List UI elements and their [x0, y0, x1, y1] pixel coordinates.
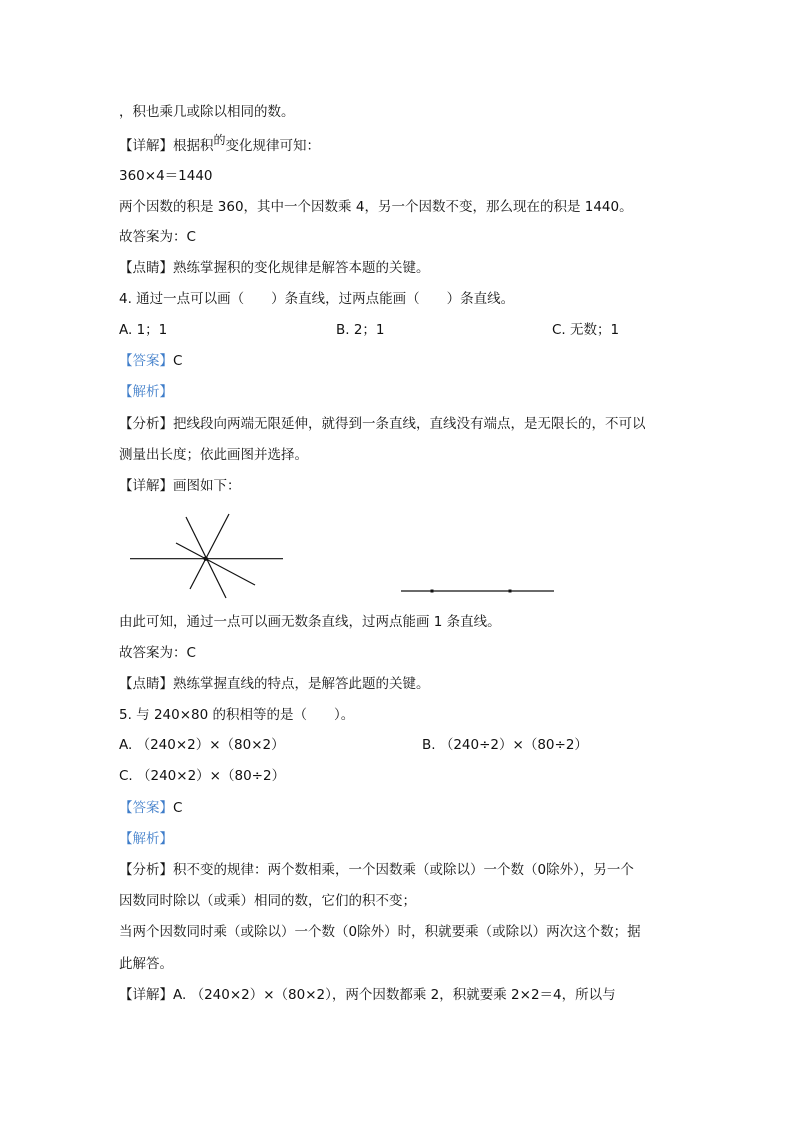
text: 变化规律可知：: [225, 138, 321, 154]
answer-tag: 【答案】: [119, 353, 173, 369]
answer-value: C: [173, 353, 183, 369]
point: [204, 557, 208, 561]
text-line: 故答案为：C: [119, 229, 196, 245]
text-line: 因数同时除以（或乘）相同的数，它们的积不变；: [119, 893, 416, 909]
text-line: 【分析】把线段向两端无限延伸，就得到一条直线，直线没有端点，是无限长的，不可以: [119, 416, 646, 432]
answer-tag: 【答案】: [119, 800, 173, 816]
text: 【详解】根据积: [119, 138, 214, 154]
q5-answer: [119, 799, 182, 817]
q4-option-b: B. 2；1: [336, 322, 385, 338]
text-line: 由此可知，通过一点可以画无数条直线，过两点能画 1 条直线。: [119, 614, 501, 630]
question-4: 4. 通过一点可以画（ ）条直线，过两点能画（ ）条直线。: [119, 291, 515, 307]
text-line: 测量出长度；依此画图并选择。: [119, 447, 308, 463]
q4-option-a: A. 1；1: [119, 322, 168, 338]
text-line: 【点睛】熟练掌握积的变化规律是解答本题的关键。: [119, 260, 430, 276]
q5-option-b: B. （240÷2）×（80÷2）: [422, 737, 588, 753]
text-line: 【详解】A. （240×2）×（80×2），两个因数都乘 2，积就要乘 2×2＝4，所以与: [119, 987, 616, 1003]
text-line: 【详解】画图如下：: [119, 478, 241, 494]
line-through-point: [176, 543, 255, 585]
analysis-tag: 【解析】: [119, 384, 173, 400]
q4-option-c: C. 无数；1: [552, 322, 620, 338]
text-line: 【分析】积不变的规律：两个数相乘，一个因数乘（或除以）一个数（0除外），另一个: [119, 862, 634, 878]
q5-option-a: A. （240×2）×（80×2）: [119, 737, 285, 753]
analysis-tag: 【解析】: [119, 831, 173, 847]
text-line: 【点睛】熟练掌握直线的特点，是解答此题的关键。: [119, 676, 430, 692]
point: [509, 590, 512, 593]
text: 的: [213, 133, 226, 147]
answer-value: C: [173, 800, 183, 816]
text-line: 当两个因数同时乘（或除以）一个数（0除外）时，积就要乘（或除以）两次这个数；据: [119, 924, 641, 940]
text-line: ，积也乘几或除以相同的数。: [119, 104, 295, 120]
equation: 360×4＝1440: [119, 168, 213, 184]
line-through-point: [190, 514, 229, 589]
q5-option-c: C. （240×2）×（80÷2）: [119, 768, 286, 784]
text-line: 故答案为：C: [119, 645, 196, 661]
point: [431, 590, 434, 593]
text-line: 此解答。: [119, 956, 173, 972]
text-line: 两个因数的积是 360，其中一个因数乘 4，另一个因数不变，那么现在的积是 1440。: [119, 199, 633, 215]
question-5: 5. 与 240×80 的积相等的是（ ）。: [119, 707, 355, 723]
